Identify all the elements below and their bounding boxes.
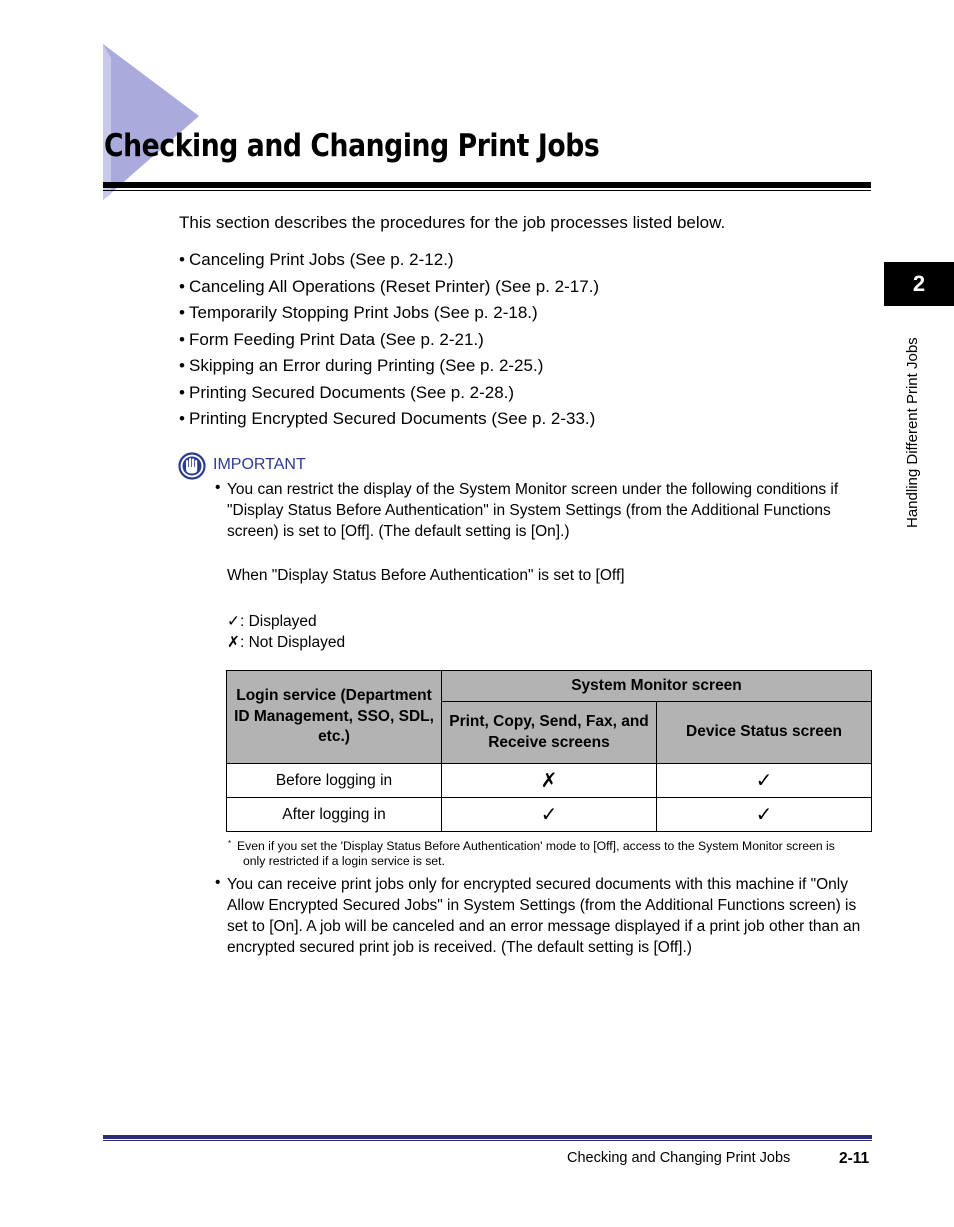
footer-rule <box>103 1135 872 1139</box>
bullet-mark: • <box>215 479 221 496</box>
procedure-link[interactable]: • Canceling All Operations (Reset Printer) (See p. 2-17.) <box>179 276 599 303</box>
row-label: After logging in <box>227 798 442 832</box>
header-system-monitor: System Monitor screen <box>442 671 872 702</box>
header-login-service: Login service (Department ID Management, SSO, SDL, etc.) <box>227 671 442 764</box>
important-note-1: You can restrict the display of the System Monitor screen under the following conditions if "Display Status Before Authentication" in System Settings (from the Additional Functions screen) is set to [Off]. (The default setting is [On].) <box>227 481 839 540</box>
corner-triangle-decoration <box>103 44 203 204</box>
procedure-list <box>179 249 599 435</box>
footer-rule-thin <box>103 1140 872 1141</box>
header-device-status: Device Status screen <box>657 702 872 764</box>
footnote-line-2: only restricted if a login service is set. <box>243 854 445 868</box>
title-rule <box>103 182 871 188</box>
legend-not-displayed: ✗: Not Displayed <box>227 634 346 651</box>
condition-text: When "Display Status Before Authentication" is set to [Off] <box>227 567 625 584</box>
displayed-mark: ✓ <box>442 798 657 832</box>
footnote-marker: * <box>228 839 232 848</box>
procedure-link[interactable]: • Printing Encrypted Secured Documents (See p. 2-33.) <box>179 408 599 435</box>
page-number: 2-11 <box>839 1150 870 1167</box>
system-monitor-table <box>226 670 872 832</box>
title-rule-thin <box>103 190 871 191</box>
footer-title: Checking and Changing Print Jobs <box>567 1150 791 1166</box>
procedure-link[interactable]: • Skipping an Error during Printing (See p. 2-25.) <box>179 355 599 382</box>
procedure-link[interactable]: • Form Feeding Print Data (See p. 2-21.) <box>179 329 599 356</box>
row-label: Before logging in <box>227 764 442 798</box>
page-title: Checking and Changing Print Jobs <box>104 128 600 164</box>
legend-displayed: ✓: Displayed <box>227 613 317 630</box>
procedure-link[interactable]: • Temporarily Stopping Print Jobs (See p. 2-18.) <box>179 302 599 329</box>
bullet-mark: • <box>215 874 221 891</box>
procedure-link[interactable]: • Printing Secured Documents (See p. 2-28.) <box>179 382 599 409</box>
intro-text: This section describes the procedures for the job processes listed below. <box>179 213 726 232</box>
important-note-2: You can receive print jobs only for encrypted secured documents with this machine if "Only Allow Encrypted Secured Jobs" in System Settings (from the Additional Functions screen) is set to [On]. A job will be canceled and an error message displayed if a print job other than an encrypted secured print job is received. (The default setting is [Off].) <box>227 876 861 956</box>
table-row <box>227 764 872 798</box>
raised-hand-icon <box>178 452 206 480</box>
not-displayed-mark: ✗ <box>442 764 657 798</box>
chapter-side-label: Handling Different Print Jobs <box>904 337 921 528</box>
chapter-number: 2 <box>912 271 926 296</box>
displayed-mark: ✓ <box>657 798 872 832</box>
procedure-link[interactable]: • Canceling Print Jobs (See p. 2-12.) <box>179 249 599 276</box>
table-row <box>227 798 872 832</box>
important-label: IMPORTANT <box>213 456 306 473</box>
header-print-copy-screens: Print, Copy, Send, Fax, and Receive screens <box>442 702 657 764</box>
footnote-line-1: Even if you set the 'Display Status Before Authentication' mode to [Off], access to the System Monitor screen is <box>237 839 835 853</box>
chapter-tab <box>884 262 954 306</box>
displayed-mark: ✓ <box>657 764 872 798</box>
footnote <box>237 839 871 869</box>
